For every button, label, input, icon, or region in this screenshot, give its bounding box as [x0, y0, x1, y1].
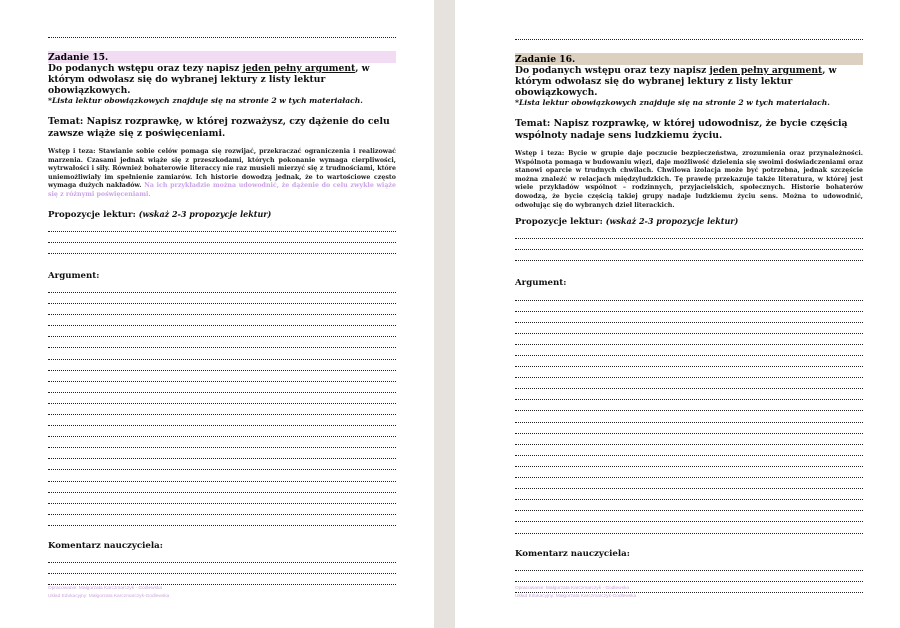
answer-line	[515, 560, 863, 571]
task-number-band: Zadanie 16.	[515, 53, 863, 65]
task-instruction: Do podanych wstępu oraz tezy napisz jeden pełny argument, w którym odwołasz się do wybranej lektury z listy lektur obowiązkowych.	[48, 63, 370, 96]
answer-line	[515, 312, 863, 323]
answer-line	[48, 470, 396, 481]
reading-list-note: *Lista lektur obowiązkowych znajduje się na stronie 2 w tych materiałach.	[48, 96, 363, 105]
thesis-highlight: Na ich przykładzie można udowodnić, że dążenie do celu zwykle wiąże się z różnymi poświęceniami.	[48, 182, 396, 198]
answer-line	[48, 243, 396, 254]
answer-line	[515, 250, 863, 261]
answer-line	[48, 221, 396, 232]
answer-line	[48, 393, 396, 404]
answer-line	[48, 371, 396, 382]
answer-line	[515, 389, 863, 400]
argument-label: Argument:	[515, 278, 567, 289]
answer-line	[48, 437, 396, 448]
teacher-comment-label: Komentarz nauczyciela:	[515, 548, 630, 559]
essay-topic: Temat: Napisz rozprawkę, w której rozważysz, czy dążenie do celu zawsze wiąże się z poświęceniami.	[48, 116, 390, 139]
answer-line	[515, 367, 863, 378]
answer-line	[515, 423, 863, 434]
answer-line	[48, 459, 396, 470]
answer-line	[515, 489, 863, 500]
answer-line	[48, 504, 396, 515]
answer-line	[48, 448, 396, 459]
answer-line	[515, 356, 863, 367]
argument-lines	[515, 289, 863, 533]
answer-line	[48, 552, 396, 563]
page-footer: Opracowanie: Małgorzata Karczmarczyk - Godlewska Układ Edukacyjny: Małgorzata Karczmarczyk-Godlewska	[515, 586, 637, 599]
answer-line	[515, 445, 863, 456]
answer-line	[515, 301, 863, 312]
proposals-lines	[515, 228, 863, 261]
intro-thesis-text: Wstęp i teza: Stawianie sobie celów pomaga się rozwijać, przekraczać ograniczenia i realizować marzenia. Czasami jednak wiąże się z przeszkodami, których pokonanie wymaga cierpliwości, wytrwałości i siły. Również bohaterowie literaccy nie raz musieli mierzyć się z trudnościami, które uniemożliwiały im spełnienie zamiarów. Ich historie dowodzą jednak, że to wartościowe często wymaga dużych nakładów. Na ich przykładzie można udowodnić, że dążenie do celu zwykle wiąże się z różnymi poświęceniami.	[48, 148, 396, 198]
intro-thesis-text: Wstęp i teza: Bycie w grupie daje poczucie bezpieczeństwa, zrozumienia oraz przynależności. Wspólnota pomaga w budowaniu więzi, daje możliwość dzielenia się swoimi doświadczeniami oraz stanowi oparcie w trudnych chwilach. Chwilowa izolacja może być potrzebna, jednak szczęście można znaleźć w relacjach międzyludzkich. Tę prawdę przekazuje także literatura, w której jest wiele przykładów wspólnot – rodzinnych, przyjacielskich, społecznych. Historie bohaterów dowodzą, że bycie częścią takiej grupy nadaje ludzkiemu życiu sens. Można to udowodnić, odwołując się do wybranych dzieł literackich.	[515, 150, 863, 209]
answer-line	[48, 348, 396, 359]
answer-line	[48, 337, 396, 348]
answer-line	[515, 334, 863, 345]
answer-line	[515, 400, 863, 411]
task-number-band: Zadanie 15.	[48, 51, 396, 63]
answer-line	[515, 378, 863, 389]
answer-line	[48, 574, 396, 585]
argument-label: Argument:	[48, 270, 100, 281]
essay-topic: Temat: Napisz rozprawkę, w której udowodnisz, że bycie częścią wspólnoty nadaje sens ludzkiemu życiu.	[515, 118, 848, 141]
answer-line	[48, 382, 396, 393]
page-content	[48, 36, 396, 585]
argument-lines	[48, 282, 396, 526]
underlined-phrase: jeden pełny argument	[242, 63, 356, 74]
answer-line	[48, 360, 396, 371]
teacher-comment-label: Komentarz nauczyciela:	[48, 540, 163, 551]
answer-line	[48, 293, 396, 304]
answer-line	[515, 571, 863, 582]
answer-line	[48, 282, 396, 293]
underlined-phrase: jeden pełny argument	[709, 65, 823, 76]
page-content	[515, 38, 863, 593]
reading-list-note: *Lista lektur obowiązkowych znajduje się na stronie 2 w tych materiałach.	[515, 98, 830, 107]
proposals-label: Propozycje lektur: (wskaż 2-3 propozycje lektur)	[515, 216, 739, 228]
answer-line	[48, 304, 396, 315]
comment-lines	[48, 552, 396, 585]
answer-line	[515, 456, 863, 467]
answer-line	[48, 315, 396, 326]
answer-line	[48, 563, 396, 574]
answer-line	[48, 415, 396, 426]
answer-line	[48, 482, 396, 493]
answer-line	[48, 326, 396, 337]
answer-line	[515, 228, 863, 239]
task-instruction: Do podanych wstępu oraz tezy napisz jeden pełny argument, w którym odwołasz się do wybranej lektury z listy lektur obowiązkowych.	[515, 65, 837, 98]
answer-line	[515, 345, 863, 356]
answer-line	[515, 434, 863, 445]
answer-line	[48, 404, 396, 415]
answer-line	[515, 411, 863, 422]
answer-line	[515, 500, 863, 511]
document-page-right	[455, 0, 900, 628]
answer-line	[515, 522, 863, 533]
answer-line	[515, 323, 863, 334]
answer-line	[515, 289, 863, 300]
answer-line	[515, 511, 863, 522]
answer-line	[515, 478, 863, 489]
answer-line	[515, 467, 863, 478]
answer-line	[48, 515, 396, 526]
proposals-label: Propozycje lektur: (wskaż 2-3 propozycje lektur)	[48, 208, 272, 220]
proposals-lines	[48, 221, 396, 254]
answer-line	[48, 493, 396, 504]
answer-line	[48, 426, 396, 437]
document-page-left	[0, 0, 434, 628]
answer-line	[515, 239, 863, 250]
page-footer: Opracowanie: Małgorzata Karczmarczyk - Godlewska Układ Edukacyjny: Małgorzata Karczmarczyk-Godlewska	[48, 586, 170, 599]
answer-line	[48, 232, 396, 243]
